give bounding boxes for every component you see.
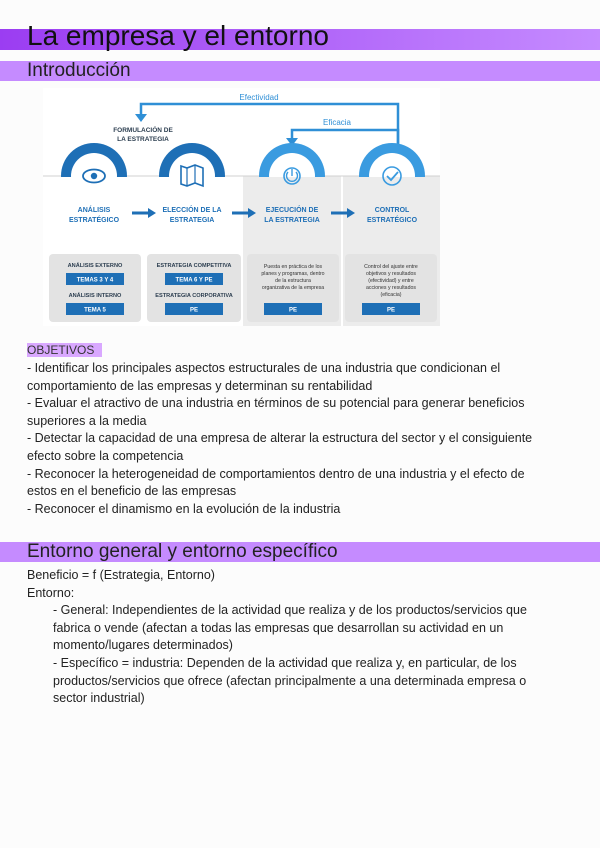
control-text-2: objetivos y resultados bbox=[366, 271, 416, 277]
formulation-label-2: LA ESTRATEGIA bbox=[117, 136, 169, 143]
execution-text-1: Puesta en práctica de los bbox=[263, 264, 323, 270]
strategy-process-diagram bbox=[43, 88, 440, 326]
objective-line: efecto sobre la competencia bbox=[27, 448, 184, 463]
objective-line: comportamiento de las empresas y determinan su rentabilidad bbox=[27, 378, 373, 393]
stage-1-label-2: ESTRATÉGICO bbox=[68, 217, 120, 224]
objective-line: - Reconocer la heterogeneidad de comportamientos dentro de una industria y el efecto de bbox=[27, 466, 525, 481]
objective-line: superiores a la media bbox=[27, 413, 147, 428]
entorno-line: Entorno: bbox=[27, 585, 75, 600]
effectiveness-label: Efectividad bbox=[239, 93, 279, 102]
objective-line: - Identificar los principales aspectos estructurales de una industria que condicionan el bbox=[27, 361, 501, 375]
box-execution bbox=[247, 254, 339, 322]
pe-badge-4: PE bbox=[386, 307, 396, 314]
control-text-3: (efectividad) y entre bbox=[368, 278, 414, 284]
topics-3-4-badge: TEMAS 3 Y 4 bbox=[76, 277, 114, 284]
competitive-strategy-label: ESTRATEGIA COMPETITIVA bbox=[156, 263, 232, 269]
execution-text-4: organizativa de la empresa bbox=[261, 285, 325, 291]
entorno-line: Beneficio = f (Estrategia, Entorno) bbox=[27, 568, 215, 582]
pe-badge-3: PE bbox=[288, 307, 298, 314]
entorno-indented-line: - General: Independientes de la actividad que realiza y de los productos/servicios que bbox=[53, 603, 527, 618]
stage-2-label-1: ELECCIÓN DE LA bbox=[162, 207, 222, 214]
corporate-strategy-label: ESTRATEGIA CORPORATIVA bbox=[155, 293, 233, 299]
objective-line: - Reconocer el dinamismo en la evolución de la industria bbox=[27, 501, 341, 516]
objectives-label: OBJETIVOS bbox=[27, 343, 102, 357]
execution-text-3: de la estructura bbox=[275, 278, 311, 284]
box-strategy-choice bbox=[147, 254, 241, 322]
page-title: La empresa y el entorno bbox=[27, 20, 329, 51]
stage-2-label-2: ESTRATEGIA bbox=[169, 217, 215, 224]
stage-3-label-1: EJECUCIÓN DE bbox=[265, 207, 319, 214]
box-control bbox=[345, 254, 437, 322]
objective-line: estos en el beneficio de las empresas bbox=[27, 484, 237, 499]
entorno-indented-line: sector industrial) bbox=[53, 691, 145, 706]
execution-text-2: planes y programas, dentro bbox=[261, 271, 325, 277]
control-text-4: acciones y resultados bbox=[366, 285, 416, 291]
stage-1-label-1: ANÁLISIS bbox=[77, 207, 111, 214]
entorno-indented-line: momento/lugares determinados) bbox=[53, 638, 233, 653]
entorno-indented-line: fabrica o vende (afectan a todas las empresas que desarrollan su actividad en un bbox=[53, 620, 504, 635]
stage-3-label-2: LA ESTRATEGIA bbox=[264, 217, 320, 224]
stage-4-label-1: CONTROL bbox=[374, 207, 410, 214]
intro-heading: Introducción bbox=[27, 60, 131, 81]
topic-5-badge: TEMA 5 bbox=[84, 307, 106, 314]
objectives-list bbox=[27, 360, 572, 518]
control-text-5: (eficacia) bbox=[380, 292, 402, 298]
entorno-indented-line: - Específico = industria: Dependen de la actividad que realiza y, en particular, de los bbox=[53, 655, 517, 670]
stage-4-label-2: ESTRATÉGICO bbox=[366, 217, 418, 224]
internal-analysis-label: ANÁLISIS INTERNO bbox=[68, 293, 122, 299]
objective-line: - Evaluar el atractivo de una industria en términos de su potencial para generar beneficios bbox=[27, 396, 525, 411]
formulation-label-1: FORMULACIÓN DE bbox=[113, 127, 173, 134]
entorno-indented-line: productos/servicios que ofrece (afectan principalmente a una determinada empresa o bbox=[53, 673, 527, 688]
external-analysis-label: ANÁLISIS EXTERNO bbox=[67, 263, 123, 269]
entorno-content bbox=[27, 567, 572, 708]
objective-line: - Detectar la capacidad de una empresa de alterar la estructura del sector y el consiguiente bbox=[27, 431, 533, 446]
power-icon bbox=[284, 168, 300, 184]
box-analysis bbox=[49, 254, 141, 322]
control-text-1: Control del ajuste entre bbox=[364, 264, 418, 270]
efficacy-label: Eficacia bbox=[322, 118, 352, 127]
entorno-heading: Entorno general y entorno específico bbox=[27, 541, 338, 562]
topic-6-pe-badge: TEMA 6 Y PE bbox=[175, 277, 213, 284]
pe-badge-2: PE bbox=[189, 307, 199, 314]
